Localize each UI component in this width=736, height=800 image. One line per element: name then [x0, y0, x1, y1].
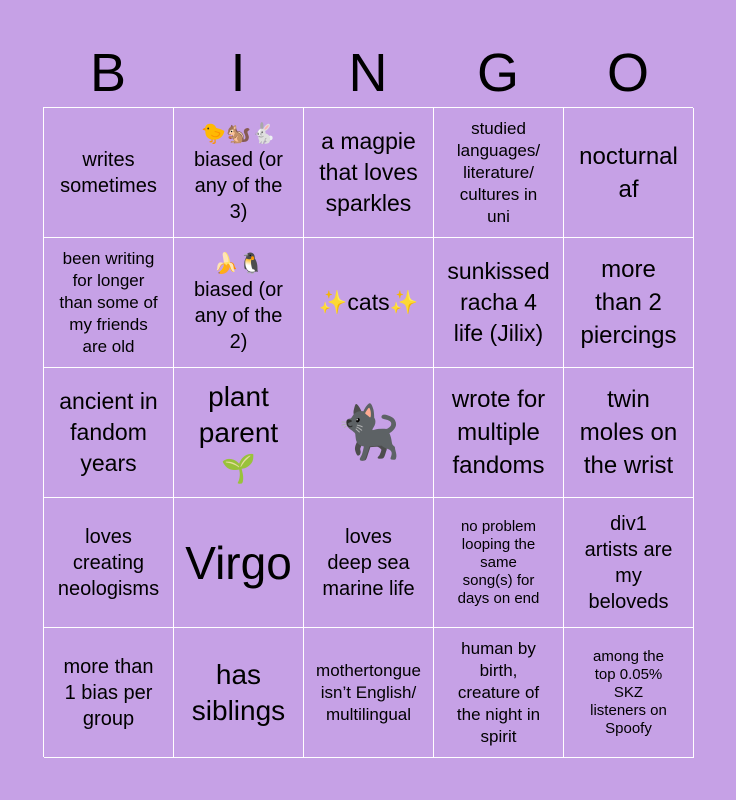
- bingo-cell-r4c4[interactable]: [434, 498, 564, 628]
- cell-text: nocturnal af: [579, 142, 678, 203]
- header-letter-n: N: [348, 43, 388, 103]
- bingo-cell-r3c5[interactable]: [564, 368, 694, 498]
- bingo-cell-r5c3[interactable]: [304, 628, 434, 758]
- cell-text: plant parent 🌱: [198, 380, 279, 484]
- cell-text: human by birth, creature of the night in spirit: [456, 638, 541, 746]
- black-cat-icon: 🐈‍⬛: [336, 403, 401, 462]
- bingo-cell-r2c4[interactable]: [434, 238, 564, 368]
- bingo-cell-r4c3[interactable]: [304, 498, 434, 628]
- cell-text: sunkissed racha 4 life (Jilix): [447, 258, 550, 346]
- bingo-cell-r1c1[interactable]: [44, 108, 174, 238]
- cell-text: a magpie that loves sparkles: [319, 128, 418, 216]
- header-letter-o: O: [606, 43, 649, 103]
- bingo-cell-r5c2[interactable]: [174, 628, 304, 758]
- bingo-cell-r5c1[interactable]: [44, 628, 174, 758]
- cell-text: more than 2 piercings: [580, 256, 677, 349]
- bingo-cell-r2c5[interactable]: [564, 238, 694, 368]
- cell-text: more than 1 bias per group: [63, 655, 154, 730]
- cell-text: among the top 0.05% SKZ listeners on Spoofy: [590, 647, 667, 737]
- bingo-grid: [43, 107, 693, 757]
- bingo-header: [43, 40, 693, 106]
- cell-text: wrote for multiple fandoms: [451, 386, 546, 479]
- cell-text: studied languages/ literature/ cultures in uni: [456, 118, 541, 226]
- cell-text: ✨cats✨: [318, 289, 419, 315]
- bingo-cell-r3c1[interactable]: [44, 368, 174, 498]
- cell-text: div1 artists are my beloveds: [584, 512, 673, 613]
- cell-text: ancient in fandom years: [59, 388, 158, 476]
- cell-text: 🍌🐧 biased (or any of the 2): [194, 252, 283, 353]
- header-letter-g: G: [476, 43, 519, 103]
- cell-text: 🐤🐿️🐇 biased (or any of the 3): [194, 122, 283, 223]
- bingo-cell-r1c5[interactable]: [564, 108, 694, 238]
- free-space-cat-icon[interactable]: [304, 368, 434, 498]
- bingo-cell-r4c2[interactable]: [174, 498, 304, 628]
- bingo-cell-r5c5[interactable]: [564, 628, 694, 758]
- cell-text: twin moles on the wrist: [579, 386, 678, 479]
- cell-text: mothertongue isn’t English/ multilingual: [316, 660, 421, 724]
- cell-text: no problem looping the same song(s) for days on end: [457, 517, 540, 607]
- cell-text: loves creating neologisms: [57, 525, 160, 600]
- bingo-cell-r1c3[interactable]: [304, 108, 434, 238]
- header-letter-b: B: [89, 43, 127, 103]
- cell-text: has siblings: [191, 658, 286, 726]
- bingo-cell-r2c2[interactable]: [174, 238, 304, 368]
- bingo-cell-r1c4[interactable]: [434, 108, 564, 238]
- bingo-cell-r4c1[interactable]: [44, 498, 174, 628]
- header-letter-i: I: [230, 43, 246, 103]
- bingo-cell-r3c2[interactable]: [174, 368, 304, 498]
- bingo-cell-r4c5[interactable]: [564, 498, 694, 628]
- bingo-cell-r2c3[interactable]: [304, 238, 434, 368]
- bingo-cell-r5c4[interactable]: [434, 628, 564, 758]
- cell-text: Virgo: [185, 536, 292, 589]
- cell-text: writes sometimes: [60, 148, 157, 197]
- bingo-cell-r2c1[interactable]: [44, 238, 174, 368]
- cell-text: loves deep sea marine life: [322, 525, 415, 600]
- cell-text: been writing for longer than some of my friends are old: [59, 248, 158, 356]
- bingo-cell-r3c4[interactable]: [434, 368, 564, 498]
- bingo-cell-r1c2[interactable]: [174, 108, 304, 238]
